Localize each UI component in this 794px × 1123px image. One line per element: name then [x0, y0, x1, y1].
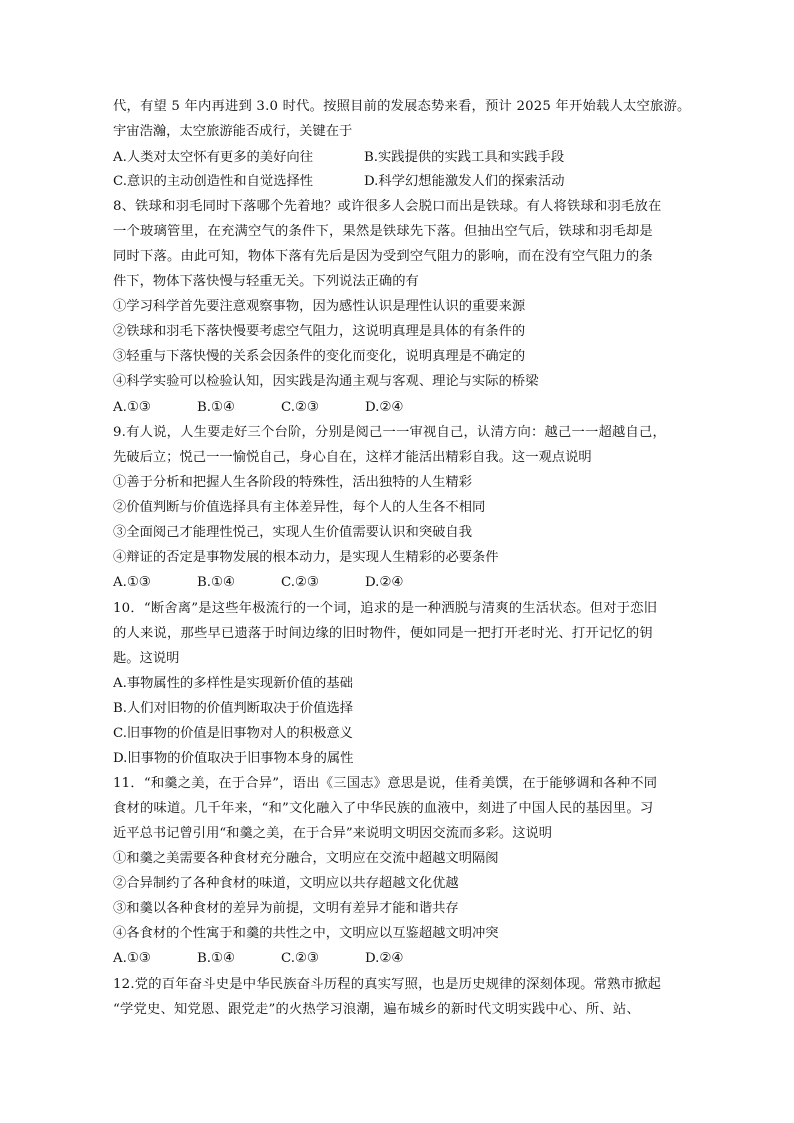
option-b: B.人们对旧物的价值判断取决于价值选择: [113, 701, 354, 716]
text-line: 一个玻璃管里，在充满空气的条件下，果然是铁球先下落。但抽出空气后，铁球和羽毛却是: [113, 224, 653, 239]
statement-4: ④科学实验可以检验认知，因实践是沟通主观与客观、理论与实际的桥梁: [113, 374, 539, 389]
question-10-text: 10．“断舍离”是这些年极流行的一个词，追求的是一种洒脱与清爽的生活状态。但对于恋旧: [113, 601, 658, 616]
question-8-text: 8、铁球和羽毛同时下落哪个先着地？或许很多人会脱口而出是铁球。有人将铁球和羽毛放在: [113, 199, 662, 214]
text-line: 匙。这说明: [113, 651, 180, 666]
option-c: C.旧事物的价值是旧事物对人的积极意义: [113, 726, 353, 741]
option-b: B.实践提供的实践工具和实践手段: [364, 150, 565, 165]
option-d: D.旧事物的价值取决于旧事物本身的属性: [113, 751, 354, 766]
statement-1: ①善于分析和把握人生各阶段的特殊性，活出独特的人生精彩: [113, 475, 473, 490]
option-c: C.意识的主动创造性和自觉选择性: [113, 174, 314, 189]
statement-4: ④辩证的否定是事物发展的根本动力，是实现人生精彩的必要条件: [113, 550, 499, 565]
question-11-text: 11．“和羹之美，在于合异”，语出《三国志》意思是说，佳肴美馔，在于能够调和各种不同: [113, 776, 658, 791]
text-line: 先破后立；悦己一一愉悦自己，身心自在，这样才能活出精彩自我。这一观点说明: [113, 450, 592, 465]
option-b: B.①④: [197, 400, 235, 415]
text-line: 宇宙浩瀚，太空旅游能否成行，关键在于: [113, 124, 353, 139]
text-line: 的人来说，那些早已遗落于时间边缘的旧时物件，便如同是一把打开老时光、打开记忆的钥: [113, 626, 653, 641]
statement-2: ②铁球和羽毛下落快慢要考虑空气阻力，这说明真理是具体的有条件的: [113, 324, 526, 339]
text-line: 近平总书记曾引用“和羹之美，在于合异”来说明文明因交流而多彩。这说明: [113, 826, 553, 841]
text-line: 食材的味道。几千年来，“和”文化融入了中华民族的血液中，刻进了中国人民的基因里。习: [113, 801, 654, 816]
statement-4: ④各食材的个性寓于和羹的共性之中，文明应以互鉴超越文明冲突: [113, 926, 499, 941]
option-b: B.①④: [197, 575, 235, 590]
statement-3: ③全面阅己才能理性悦己，实现人生价值需要认识和突破自我: [113, 525, 473, 540]
question-9-text: 9.有人说，人生要走好三个台阶，分别是阅己一一审视自己，认清方向：越己一一超越自己，: [113, 425, 666, 440]
statement-3: ③轻重与下落快慢的关系会因条件的变化而变化，说明真理是不确定的: [113, 349, 526, 364]
option-c: C.②③: [281, 575, 319, 590]
statement-1: ①和羹之美需要各种食材充分融合，文明应在交流中超越文明隔阂: [113, 851, 499, 866]
option-a: A.事物属性的多样性是实现新价值的基础: [113, 676, 353, 691]
option-c: C.②③: [281, 400, 319, 415]
option-b: B.①④: [197, 951, 235, 966]
text-line: “学党史、知党恩、跟党走”的火热学习浪潮，遍布城乡的新时代文明实践中心、所、站、: [113, 1002, 640, 1017]
option-d: D.②④: [365, 951, 404, 966]
text-line: 件下，物体下落快慢与轻重无关。下列说法正确的有: [113, 274, 419, 289]
option-a: A.①③: [113, 951, 151, 966]
option-a: A.①③: [113, 400, 151, 415]
option-a: A.①③: [113, 575, 151, 590]
option-a: A.人类对太空怀有更多的美好向往: [113, 150, 313, 165]
option-d: D.科学幻想能激发人们的探索活动: [364, 174, 565, 189]
option-d: D.②④: [365, 400, 404, 415]
statement-2: ②合异制约了各种食材的味道，文明应以共存超越文化优越: [113, 876, 459, 891]
statement-1: ①学习科学首先要注意观察事物，因为感性认识是理性认识的重要来源: [113, 299, 526, 314]
question-12-text: 12.党的百年奋斗史是中华民族奋斗历程的真实写照，也是历史规律的深刻体现。常熟市掀起: [113, 977, 662, 992]
text-line: 同时下落。由此可知，物体下落有先后是因为受到空气阻力的影响，而在没有空气阻力的条: [113, 249, 653, 264]
statement-2: ②价值判断与价值选择具有主体差异性，每个人的人生各不相同: [113, 500, 486, 515]
option-c: C.②③: [281, 951, 319, 966]
statement-3: ③和羹以各种食材的差异为前提，文明有差异才能和谐共存: [113, 901, 459, 916]
option-d: D.②④: [365, 575, 404, 590]
text-line: 代，有望 5 年内再进到 3.0 时代。按照目前的发展态势来看，预计 2025 年开始载人太空旅游。: [113, 99, 691, 114]
